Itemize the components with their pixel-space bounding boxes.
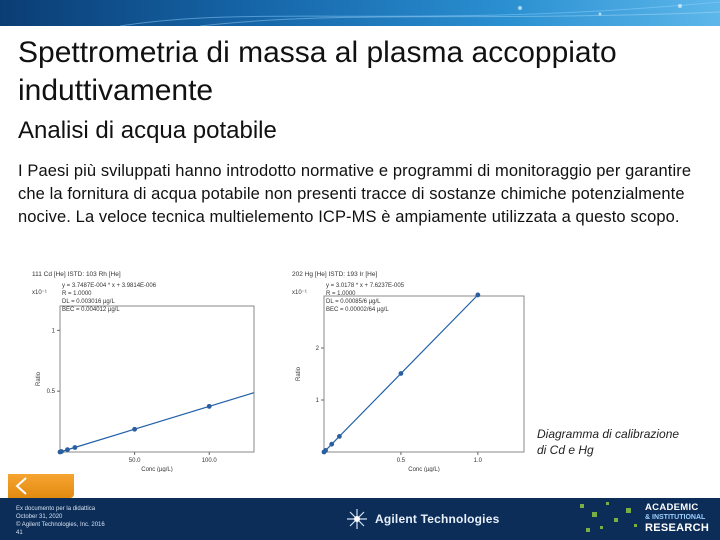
- cd-calibration-svg: [30, 266, 262, 472]
- header-banner: [0, 0, 720, 26]
- y-tick-label: 2: [315, 346, 319, 352]
- y-multiplier: x10⁻¹: [292, 290, 307, 296]
- banner-decoration: [0, 0, 720, 26]
- footer-bar: [0, 498, 720, 540]
- x-axis-label: Conc (µg/L): [141, 467, 173, 472]
- footer-page-number: 41: [16, 530, 23, 536]
- hg-calibration-svg: [290, 266, 534, 472]
- chart-title: 111 Cd [He] ISTD: 103 Rh [He]: [32, 271, 121, 278]
- hg-calibration-chart: [290, 266, 534, 472]
- equation-line: DL = 0.00085/6 µg/L: [326, 299, 381, 305]
- footer-date: October 31, 2020: [16, 514, 63, 520]
- y-axis-label: Ratio: [36, 371, 42, 387]
- footer-copyright: © Agilent Technologies, Inc. 2016: [16, 522, 105, 528]
- academic-label: ACADEMIC: [645, 502, 699, 513]
- fit-line: [60, 393, 254, 452]
- data-point: [132, 427, 137, 432]
- data-point: [207, 404, 212, 409]
- equation-line: y = 3.0178 * x + 7.6237E-005: [326, 283, 405, 289]
- chart-caption: Diagramma di calibrazione di Cd e Hg: [537, 427, 680, 457]
- agilent-logo: [345, 508, 499, 530]
- equation-line: R = 1.0000: [326, 291, 356, 297]
- y-tick-label: 1: [51, 328, 55, 335]
- data-point: [329, 442, 334, 447]
- data-point: [399, 371, 404, 376]
- x-tick-label: 0.5: [396, 458, 406, 464]
- plot-frame: [324, 296, 524, 452]
- previous-slide-button[interactable]: [8, 474, 74, 498]
- x-tick-label: 1.0: [473, 458, 483, 464]
- page-subtitle: Analisi di acqua potabile: [18, 117, 277, 144]
- agilent-spark-icon: [345, 508, 369, 530]
- y-axis-label: Ratio: [296, 366, 302, 382]
- y-tick-label: 1: [315, 398, 319, 404]
- cd-calibration-chart: [30, 266, 262, 472]
- equation-line: BEC = 0.004012 µg/L: [62, 307, 120, 313]
- equation-line: R = 1.0000: [62, 291, 92, 297]
- body-paragraph: I Paesi più sviluppati hanno introdotto normative e programmi di monitoraggio per garantire che la fornitura di acqua potabile non presenti tracce di sostanze chimiche potenzialmente nocive. La veloce tecnica multielemento ICP-MS è ampiamente utilizzata a questo scopo.: [18, 162, 692, 226]
- y-multiplier: x10⁻¹: [32, 290, 47, 296]
- y-tick-label: 0.5: [46, 389, 55, 396]
- research-label: RESEARCH: [645, 522, 710, 534]
- chart-title: 202 Hg [He] ISTD: 193 Ir [He]: [292, 271, 378, 278]
- data-point: [59, 449, 64, 454]
- equation-line: BEC = 0.00002/64 µg/L: [326, 307, 389, 313]
- data-point: [323, 448, 328, 453]
- equation-line: DL = 0.003016 µg/L: [62, 299, 115, 305]
- plot-frame: [60, 306, 254, 452]
- academic-research-logo: [645, 502, 715, 534]
- footer-note: Ex documento per la didattica: [16, 506, 96, 512]
- data-point: [73, 445, 78, 450]
- page-title: Spettrometria di massa al plasma accoppiato induttivamente: [18, 36, 617, 107]
- x-tick-label: 50.0: [128, 458, 141, 464]
- data-point: [65, 447, 70, 452]
- chevron-left-icon: [8, 474, 74, 498]
- institutional-label: & INSTITUTIONAL: [645, 514, 706, 521]
- company-name: Agilent Technologies: [375, 512, 500, 526]
- equation-line: y = 3.7487E-004 * x + 3.9814E-006: [62, 283, 157, 289]
- x-axis-label: Conc (µg/L): [408, 467, 440, 472]
- footer-notes: [16, 505, 105, 537]
- x-tick-label: 100.0: [201, 458, 217, 464]
- data-point: [475, 293, 480, 298]
- footer-pattern: [560, 498, 650, 540]
- data-point: [337, 434, 342, 439]
